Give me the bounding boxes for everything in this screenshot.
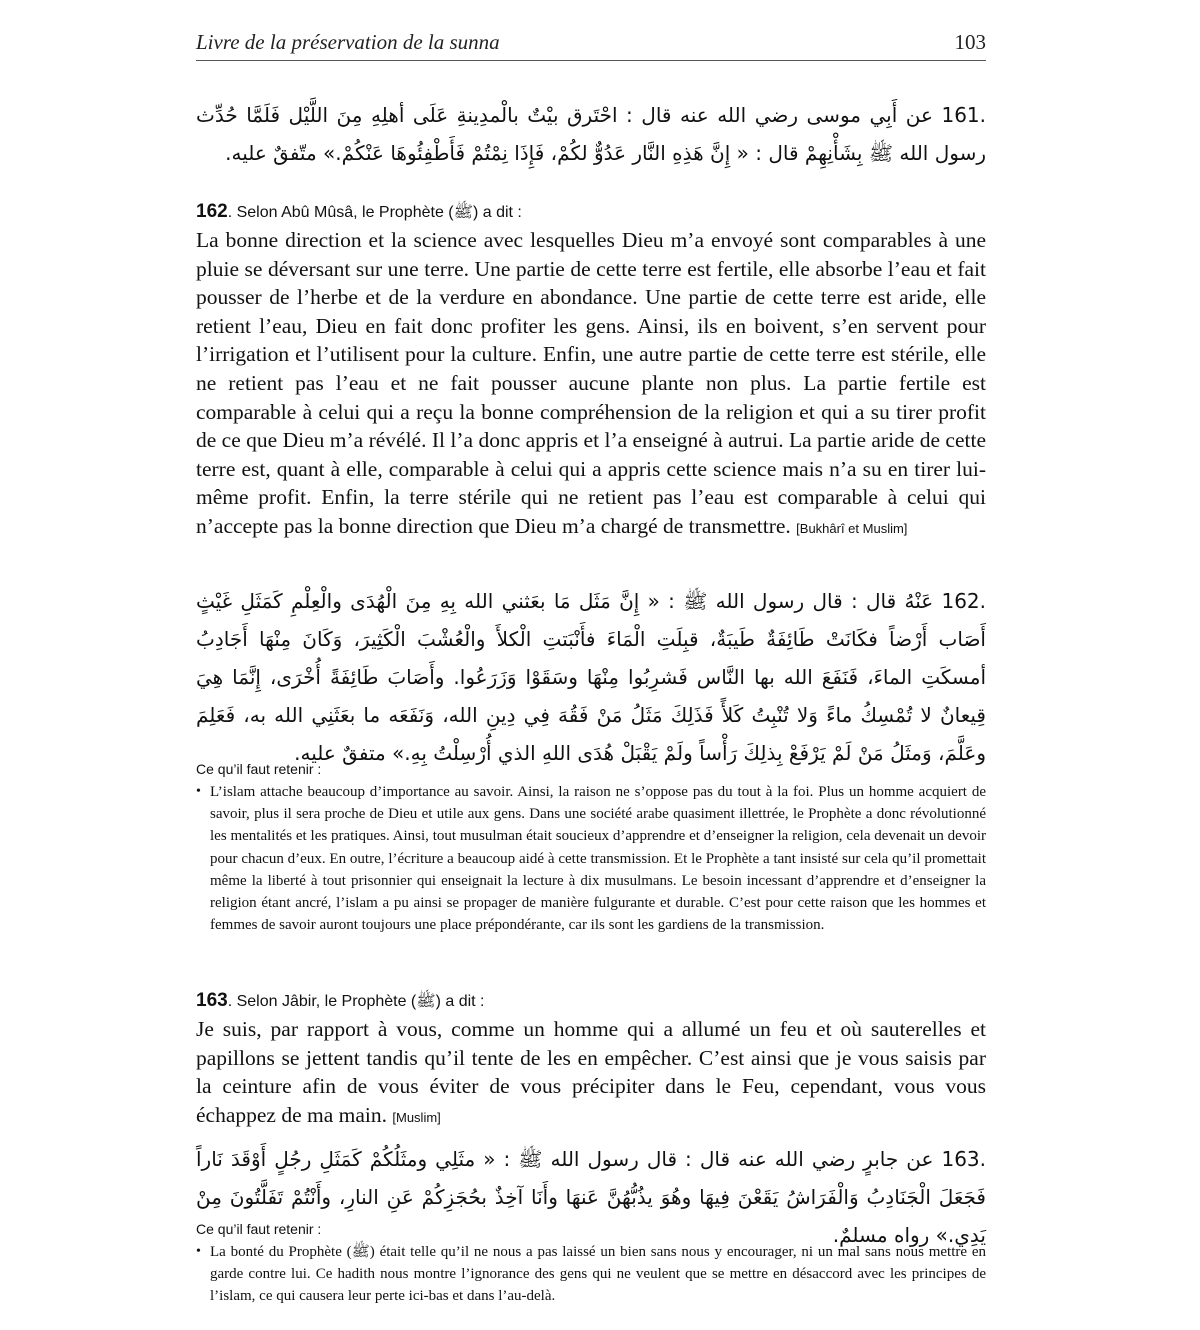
- page-number: 103: [954, 30, 986, 54]
- hadith-161-arabic-number: 161.: [941, 103, 986, 127]
- hadith-163-arabic-number: 163.: [941, 1147, 987, 1171]
- hadith-163-retain-item: [196, 1241, 986, 1308]
- hadith-163-source: [Muslim]: [392, 1109, 441, 1125]
- header-rule: [196, 60, 986, 61]
- hadith-163-intro: . Selon Jâbir, le Prophète (ﷺ) a dit :: [227, 993, 485, 1010]
- bullet-icon: •: [196, 1244, 201, 1259]
- hadith-162-arabic: [196, 582, 986, 772]
- hadith-163-translation-text: Je suis, par rapport à vous, comme un homme qui a allumé un feu et où sauterelles et papillons se jettent tandis qu’il tente de les en empêcher. C’est ainsi que je vous saisis par la ceinture afin de vous éviter de vous précipiter dans le Feu, cependant, vous vous échappez de ma main.: [196, 1017, 986, 1127]
- hadith-162-source: [Bukhârî et Muslim]: [796, 520, 908, 536]
- bullet-icon: •: [196, 784, 201, 799]
- running-title: Livre de la préservation de la sunna: [196, 30, 500, 54]
- hadith-161-arabic-text: عن أَبِي موسى رضي الله عنه قال : احْتَرق بيْتٌ بالْمدِينةِ عَلَى أهلِهِ مِنَ اللَّيْل فَلَمَّا حُدِّث رسول الله ﷺ بِشَأْنِهِمْ قال : « إِنَّ هَذِهِ النَّار عَدُوٌّ لكُمْ، فَإِذَا نِمْتُمْ فَأَطْفِئُوهَا عَنْكُمْ.» متّفقٌ عليه.: [196, 103, 986, 165]
- hadith-162-retain-label: Ce qu’il faut retenir :: [196, 761, 322, 777]
- hadith-162-heading: [196, 201, 522, 225]
- hadith-162-number: 162: [196, 201, 228, 222]
- hadith-162-retain-text: L’islam attache beaucoup d’importance au savoir. Ainsi, la raison ne s’oppose pas du tout à la foi. Plus un homme acquiert de savoir, plus il sera proche de Dieu et utile aux gens. Dans une société arabe quasiment illettrée, le Prophète a donc révolutionné les mentalités et les pratiques. Ainsi, tout musulman était soucieux d’apprendre et d’enseigner la religion, cela devenait un devoir pour chacun d’eux. En outre, l’écriture a beaucoup aidé à cette transmission. Et le Prophète a tant insisté sur cela qu’il promettait même la liberté à tout prisonnier qui enseignait la lecture à dix musulmans. Le besoin incessant d’apprendre et d’enseigner la religion étant ancré, l’islam a pu ainsi se propager de manière fulgurante et durable. C’est pour cette raison que les hommes et femmes de savoir auront toujours une place prépondérante, car ils sont les gardiens de la transmission.: [210, 784, 986, 934]
- running-header: [196, 28, 986, 64]
- hadith-162-translation-text: La bonne direction et la science avec lesquelles Dieu m’a envoyé sont comparables à une pluie se déversant sur une terre. Une partie de cette terre est fertile, elle absorbe l’eau et fait pousser de l’herbe et de la verdure en abondance. Une partie de cette terre est aride, elle retient l’eau, Dieu en fait donc profiter les gens. Ainsi, ils en boivent, s’en servent pour l’irrigation et l’utilisent pour la culture. Enfin, une autre partie de cette terre est stérile, elle ne retient pas l’eau et ne fait pousser aucune plante non plus. La partie fertile est comparable à celui qui a reçu la bonne compréhension de la religion et qui a su tirer profit de ce que Dieu m’a révélé. Il l’a donc appris et l’a enseigné à autrui. La partie aride de cette terre est, quant à elle, comparable à celui qui a appris cette science mais n’a su en tirer lui-même profit. Enfin, la terre stérile qui ne retient pas l’eau est comparable à celui qui n’accepte pas la bonne direction que Dieu m’a chargé de transmettre.: [196, 228, 986, 538]
- hadith-162-retain-item: [196, 781, 986, 936]
- hadith-162-arabic-text: عَنْهُ قال : قال رسول الله ﷺ : « إِنَّ مَثَل مَا بعَثني الله بِهِ مِنَ الْهُدَى والْعِلْمِ كَمَثَلِ غَيْثٍ أَصَاب أَرْضاً فكَانَتْ طَائِفَةٌ طَيبَةٌ، قبِلَتِ الْمَاءَ فأَنْبَتتِ الْكلأَ والْعُشْبَ الْكَثِيرَ، وَكَانَ مِنْهَا أَجَادِبُ أمسكَتِ الماءَ، فَنَفَعَ الله بها النَّاس فَشرِبُوا مِنْهَا وسَقَوْا وَزَرَعُوا. وأَصَابَ طَائِفَةً أُخْرَى، إِنَّمَا هِيَ قِيعانٌ لا تُمْسِكُ ماءً وَلا تُنْبِتُ كَلأً فَذَلِكَ مَثَلُ مَنْ فَقُهَ فِي دِينِ الله، وَنَفَعَه ما بعَثَنِي الله به، فَعَلِمَ وعَلَّمَ، وَمثَلُ مَنْ لَمْ يَرْفَعْ بِذلِكَ رَأْساً ولَمْ يَقْبَلْ هُدَى اللهِ الذي أُرْسِلْتُ بِهِ.» متفقٌ عليه.: [196, 589, 986, 765]
- hadith-162-intro: . Selon Abû Mûsâ, le Prophète (ﷺ) a dit :: [227, 204, 522, 221]
- hadith-162-arabic-number: 162.: [941, 589, 986, 613]
- hadith-161-arabic: [196, 96, 986, 172]
- hadith-162-translation: [196, 226, 986, 544]
- hadith-163-retain-label: Ce qu’il faut retenir :: [196, 1221, 322, 1237]
- hadith-163-heading: [196, 990, 485, 1014]
- hadith-163-arabic-text: عن جابرٍ رضي الله عنه قال : قال رسول الله ﷺ : « مثَلِي ومثَلُكُمْ كَمَثَلِ رجُلٍ أَوْقَدَ نَاراً فَجَعَلَ الْجَنَادِبُ وَالْفَرَاشُ يَقَعْنَ فِيهَا وهُوَ يذُبُّهُنَّ عَنهَا وأَنَا آخِذٌ بحُجَزِكُمْ عَنِ النارِ، وأَنْتُمْ تَفَلَّتُونَ مِنْ يَدِي.» رواه مسلمٌ.: [196, 1147, 986, 1247]
- hadith-163-retain-text: La bonté du Prophète (ﷺ) était telle qu’il ne nous a pas laissé un bien sans nous y encourager, ni un mal sans nous mettre en garde contre lui. Ce hadith nous montre l’ignorance des gens qui ne veulent que se mettre en désaccord avec les principes de l’islam, ce qui causera leur perte ici-bas et dans l’au-delà.: [210, 1244, 986, 1305]
- hadith-163-number: 163: [196, 990, 228, 1011]
- hadith-163-translation: [196, 1015, 986, 1132]
